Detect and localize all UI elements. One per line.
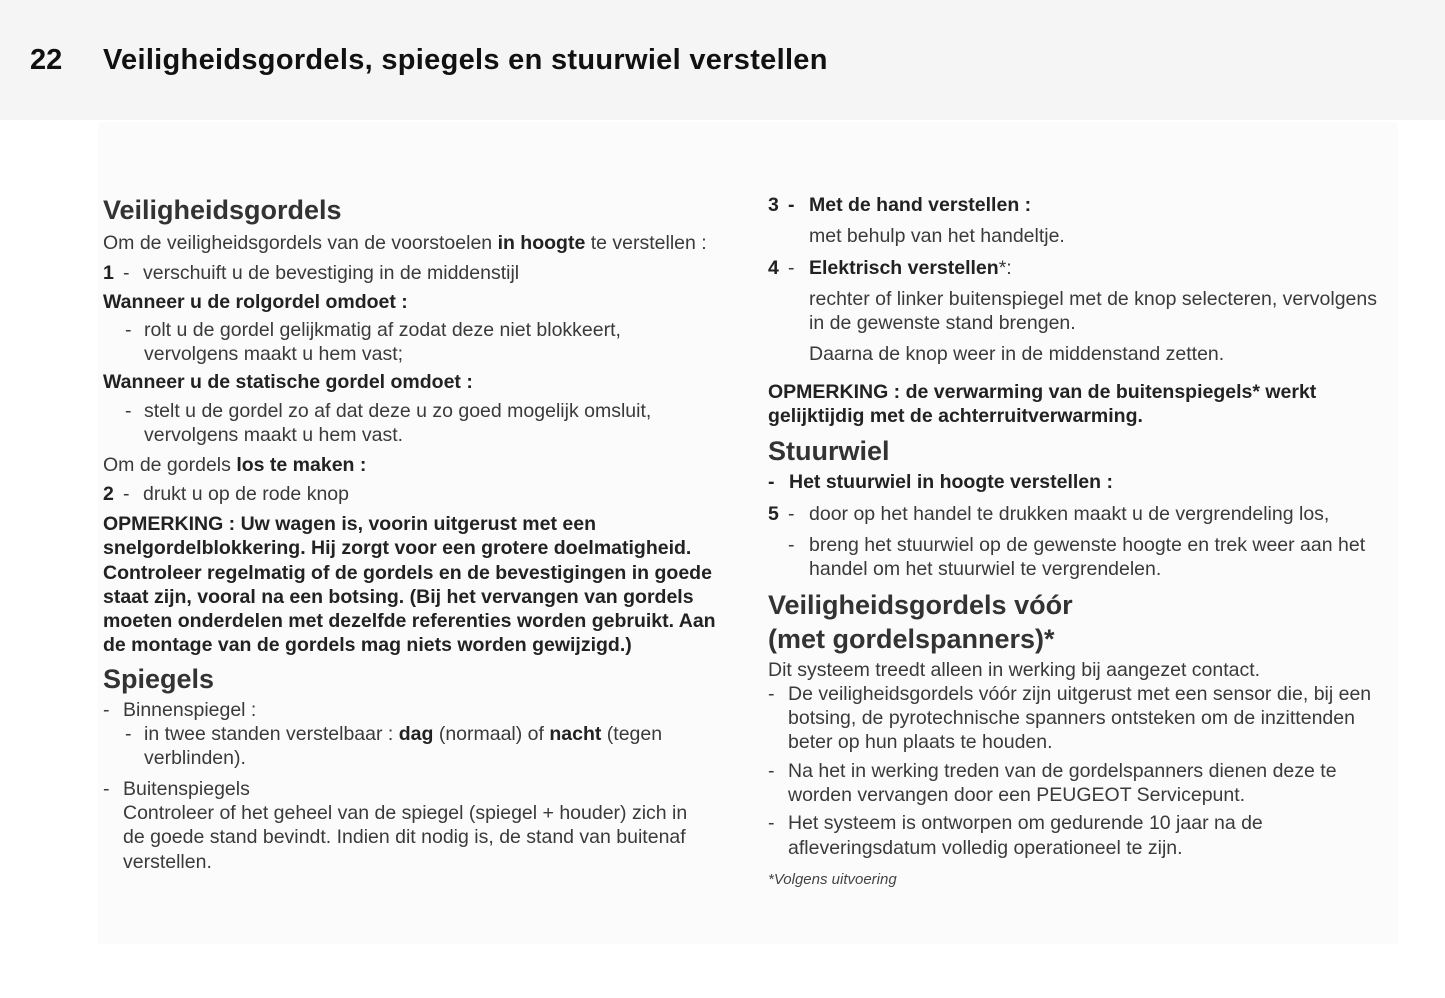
item-dash: - — [123, 262, 130, 285]
item-text: De veiligheidsgordels vóór zijn uitgerust met een sensor die, bij een botsing, de pyrotechnische spanners ontsteken om de inzittenden beter op hun plaats te houden. — [788, 682, 1372, 754]
dag-bold: dag — [398, 723, 434, 746]
section-title-spiegels: Spiegels — [103, 663, 215, 694]
item-text: Binnenspiegel : — [123, 698, 257, 721]
item-text: stelt u de gordel zo af dat deze u zo goed mogelijk omsluit, vervolgens maakt u hem vast. — [144, 399, 652, 447]
page-header — [0, 0, 1445, 120]
section-title-stuurwiel: Stuurwiel — [768, 436, 890, 467]
section-title-gordelspanners-1: Veiligheidsgordels vóór — [768, 589, 1073, 620]
item-text: door op het handel te drukken maakt u de vergrendeling los, — [809, 502, 1330, 525]
item-text: drukt u op de rode knop — [143, 482, 349, 505]
section-title-veiligheidsgordels: Veiligheidsgordels — [103, 195, 342, 225]
item-4-text-2: Daarna de knop weer in de middenstand zetten. — [809, 343, 1225, 366]
item-4-title — [768, 256, 1388, 280]
rolgordel-heading: Wanneer u de rolgordel omdoet : — [103, 290, 408, 313]
los-text: Om de gordels — [103, 454, 237, 477]
item-5 — [768, 502, 1388, 526]
stuurwiel-heading — [768, 470, 1388, 494]
item-text: Het systeem is ontworpen om gedurende 10 jaar na de afleveringsdatum volledig operationeel te zijn. — [788, 812, 1263, 859]
item-4-text: rechter of linker buitenspiegel met de knop selecteren, vervolgens in de gewenste stand brengen. — [809, 287, 1377, 335]
item-dash: - — [788, 194, 795, 216]
item-dash: - — [788, 256, 795, 279]
item-text: Na het in werking treden van de gordelspanners dienen deze te worden vervangen door een PEUGEOT Servicepunt. — [788, 759, 1337, 807]
item-number: 4 — [768, 256, 779, 279]
item-dash: - — [788, 533, 795, 556]
item-body — [123, 777, 718, 874]
text-part: (normaal) of — [433, 723, 550, 746]
item-text: Buitenspiegels — [123, 777, 250, 800]
item-number: 1 — [103, 262, 114, 285]
item-title: Het stuurwiel in hoogte verstellen : — [789, 471, 1113, 494]
binnenspiegel-item — [103, 698, 718, 722]
page-title: Veiligheidsgordels, spiegels en stuurwiel verstellen — [103, 44, 828, 76]
item-dash: - — [125, 399, 132, 422]
footnote: *Volgens uitvoering — [768, 870, 897, 888]
note-seatbelts: OPMERKING : Uw wagen is, voorin uitgerust met een snelgordelblokkering. Hij zorgt voor een grotere doelmatigheid. Controleer regelmatig of de gordels en de bevestigingen in goede staat zijn, vooral na een botsing. (Bij het vervangen van gordels moeten onderdelen met dezelfde referenties worden gebruikt. Aan de montage van de gordels mag niets worden gewijzigd.) — [103, 512, 716, 657]
item-number: 2 — [103, 482, 114, 505]
item-dash: - — [103, 777, 110, 800]
gordelspanners-bullet-2 — [768, 759, 1388, 808]
item-dash: - — [125, 723, 132, 746]
gordelspanners-intro: Dit systeem treedt alleen in werking bij aangezet contact. — [768, 658, 1261, 681]
gordelspanners-bullet-3 — [768, 811, 1388, 860]
gordelspanners-bullet-1 — [768, 682, 1388, 755]
buitenspiegels-item — [103, 777, 718, 874]
nacht-bold: nacht — [549, 723, 602, 746]
statische-gordel-heading: Wanneer u de statische gordel omdoet : — [103, 371, 473, 394]
item-dash: - — [103, 698, 110, 721]
item-2 — [103, 482, 718, 506]
intro-text-end: te verstellen : — [585, 232, 707, 254]
item-dash: - — [768, 471, 775, 494]
binnenspiegel-subitem — [103, 722, 718, 771]
right-column — [768, 193, 1388, 890]
item-3-text: met behulp van het handeltje. — [809, 225, 1065, 248]
item-number: 5 — [768, 502, 779, 525]
item-text — [144, 722, 718, 771]
los-bold: los te maken : — [236, 454, 367, 477]
rolgordel-item — [103, 318, 718, 367]
title-bold: Elektrisch verstellen — [809, 256, 999, 279]
item-1 — [103, 261, 718, 285]
item-dash: - — [125, 318, 132, 341]
item-dash: - — [123, 482, 130, 505]
title-suffix: *: — [998, 256, 1012, 279]
item-dash: - — [768, 759, 775, 782]
item-text: verschuift u de bevestiging in de middenstijl — [143, 262, 520, 285]
item-title: Met de hand verstellen : — [809, 194, 1032, 216]
item-5-sub — [768, 533, 1388, 582]
page-number: 22 — [30, 44, 63, 76]
note-mirrors: OPMERKING : de verwarming van de buitenspiegels* werkt gelijktijdig met de achterruitverwarming. — [768, 380, 1317, 428]
text-part: (tegen verblinden). — [144, 723, 663, 770]
seatbelt-intro — [103, 231, 718, 255]
item-dash: - — [788, 502, 795, 525]
item-detail: Controleer of het geheel van de spiegel (spiegel + houder) zich in de goede stand bevindt. Indien dit nodig is, de stand van buitenaf verstellen. — [123, 801, 688, 873]
section-title-gordelspanners-2: (met gordelspanners)* — [768, 623, 1055, 654]
item-title — [809, 256, 1388, 280]
intro-text: Om de veiligheidsgordels van de voorstoelen — [103, 232, 498, 254]
item-text: breng het stuurwiel op de gewenste hoogte en trek weer aan het handel om het stuurwiel te vergrendelen. — [809, 533, 1366, 581]
item-dash: - — [768, 682, 775, 705]
item-dash: - — [768, 812, 775, 835]
intro-bold: in hoogte — [497, 232, 586, 254]
los-maken-line — [103, 453, 718, 477]
left-column — [103, 193, 718, 874]
statische-gordel-item — [103, 399, 718, 448]
item-number: 3 — [768, 194, 779, 216]
item-text: rolt u de gordel gelijkmatig af zodat deze niet blokkeert, vervolgens maakt u hem vast; — [144, 318, 621, 366]
text-part: in twee standen verstelbaar : — [144, 723, 399, 746]
item-3-title — [768, 193, 1388, 217]
